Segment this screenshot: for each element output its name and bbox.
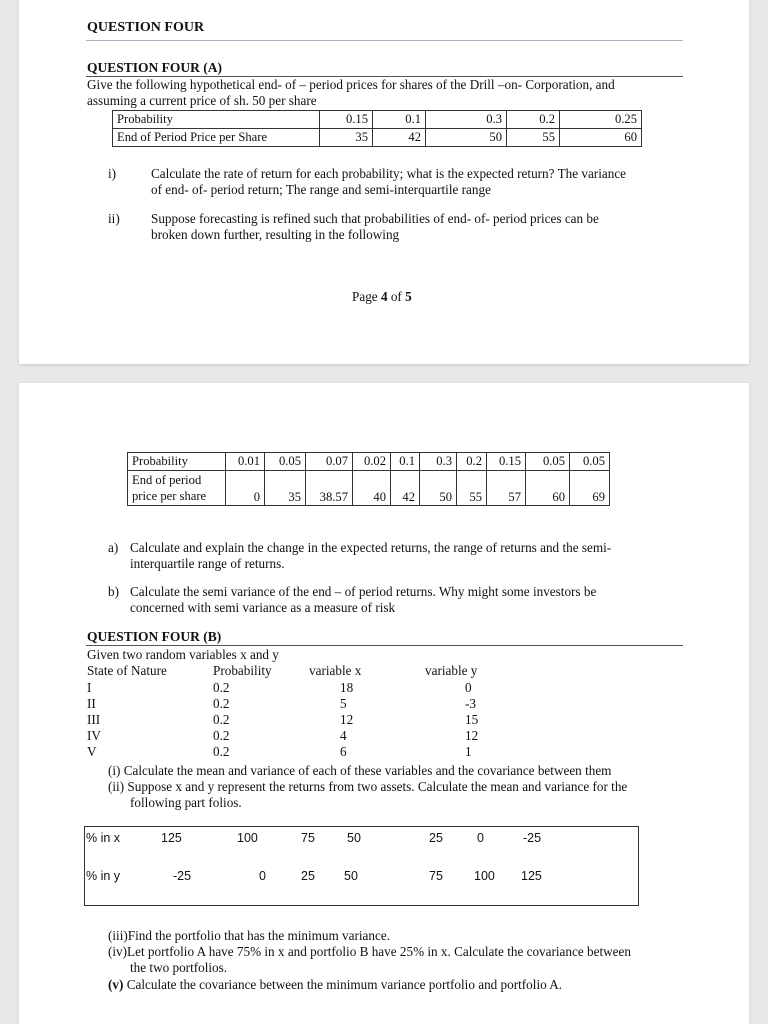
header-probability: Probability	[213, 663, 272, 678]
footer-total-pages: 5	[405, 289, 412, 304]
question-v-text: Calculate the covariance between the minimum variance portfolio and portfolio A.	[123, 977, 563, 992]
table-cell: 38.57	[306, 471, 353, 506]
heading-underline	[86, 40, 683, 41]
price-label-line-2: price per share	[132, 489, 207, 503]
table-cell: 0.1	[373, 111, 426, 129]
state-cell: I	[87, 680, 92, 695]
table-cell: 25	[301, 869, 315, 883]
table-cell: 0.2	[457, 453, 487, 471]
table-cell: 0.05	[526, 453, 570, 471]
table-cell: -25	[173, 869, 192, 883]
table-cell: 50	[426, 129, 507, 147]
x-cell: 4	[340, 728, 347, 743]
table-cell: 75	[301, 831, 315, 845]
item-b-line-2: concerned with semi variance as a measure of risk	[130, 600, 396, 615]
table-cell: 0	[477, 831, 484, 845]
table-cell: 57	[487, 471, 526, 506]
state-cell: II	[87, 696, 96, 711]
state-cell: III	[87, 712, 101, 727]
header-variable-y: variable y	[425, 663, 478, 678]
table-cell: 0	[259, 869, 266, 883]
x-cell: 5	[340, 696, 347, 711]
table-cell: 100	[237, 831, 258, 845]
header-variable-x: variable x	[309, 663, 362, 678]
table-cell: 0.3	[426, 111, 507, 129]
question-heading: QUESTION FOUR	[87, 20, 205, 35]
table-cell: 0	[226, 471, 265, 506]
subheading-b: QUESTION FOUR (B)	[87, 629, 222, 644]
item-b-line-1: Calculate the semi variance of the end – of period returns. Why might some investors be	[130, 584, 597, 599]
refined-price-table	[127, 452, 610, 506]
table-cell: 40	[353, 471, 391, 506]
table-cell: 75	[429, 869, 443, 883]
question-iv-line-1: (iv)Let portfolio A have 75% in x and portfolio B have 25% in x. Calculate the covariance between	[108, 944, 631, 959]
item-marker-ii: ii)	[108, 211, 120, 226]
table-cell: 60	[526, 471, 570, 506]
y-cell: 12	[465, 728, 479, 743]
item-a-line-1: Calculate and explain the change in the expected returns, the range of returns and the semi-	[130, 540, 612, 555]
table-cell: 50	[344, 869, 358, 883]
given-line: Given two random variables x and y	[87, 647, 279, 662]
row-label-price	[128, 471, 226, 506]
table-cell: 0.07	[306, 453, 353, 471]
table-cell: 50	[420, 471, 457, 506]
row-label-probability: Probability	[128, 453, 226, 471]
footer-page-number: 4	[380, 289, 388, 304]
document-page-5	[19, 383, 749, 1024]
table-cell: 0.15	[487, 453, 526, 471]
row-label-price: End of Period Price per Share	[113, 129, 320, 147]
item-marker-i: i)	[108, 166, 117, 181]
table-cell: 0.25	[560, 111, 642, 129]
subheading-a: QUESTION FOUR (A)	[87, 60, 223, 75]
question-i: (i) Calculate the mean and variance of each of these variables and the covariance between them	[108, 763, 612, 778]
intro-line-2: assuming a current price of sh. 50 per share	[87, 93, 317, 108]
header-state: State of Nature	[87, 663, 167, 678]
table-cell: -25	[523, 831, 542, 845]
question-ii-line-2: following part folios.	[130, 795, 242, 810]
table-cell: 125	[521, 869, 542, 883]
table-cell: 0.02	[353, 453, 391, 471]
document-page-4	[19, 0, 749, 364]
x-cell: 18	[340, 680, 354, 695]
state-cell: IV	[87, 728, 101, 743]
subheading-b-rule	[86, 645, 683, 646]
row-label-y: % in y	[86, 869, 121, 883]
table-cell: 69	[570, 471, 610, 506]
table-cell: 42	[391, 471, 420, 506]
table-cell: 0.05	[570, 453, 610, 471]
price-label-line-1: End of period	[132, 473, 202, 487]
footer-of: of	[387, 289, 406, 304]
table-cell: 0.1	[391, 453, 420, 471]
table-row	[113, 111, 642, 129]
price-probability-table	[112, 110, 642, 147]
item-a-line-2: interquartile range of returns.	[130, 556, 285, 571]
table-cell: 50	[347, 831, 361, 845]
item-i-line-2: of end- of- period return; The range and semi-interquartile range	[151, 182, 491, 197]
prob-cell: 0.2	[213, 728, 230, 743]
y-cell: 0	[465, 680, 472, 695]
item-ii-line-2: broken down further, resulting in the following	[151, 227, 400, 242]
question-iv-line-2: the two portfolios.	[130, 960, 228, 975]
y-cell: 15	[465, 712, 479, 727]
table-cell: 0.01	[226, 453, 265, 471]
table-row	[113, 129, 642, 147]
intro-line-1: Give the following hypothetical end- of – period prices for shares of the Drill –on- Corporation, and	[87, 77, 615, 92]
question-iii: (iii)Find the portfolio that has the minimum variance.	[108, 928, 391, 943]
table-cell: 0.15	[320, 111, 373, 129]
portfolio-table	[84, 826, 639, 906]
table-cell: 25	[429, 831, 443, 845]
table-row	[128, 471, 610, 506]
row-label-x: % in x	[86, 831, 121, 845]
question-v	[108, 977, 562, 993]
table-cell: 35	[265, 471, 306, 506]
x-cell: 6	[340, 744, 347, 759]
prob-cell: 0.2	[213, 680, 230, 695]
prob-cell: 0.2	[213, 696, 230, 711]
prob-cell: 0.2	[213, 744, 230, 759]
y-cell: -3	[465, 696, 476, 711]
table-cell: 35	[320, 129, 373, 147]
prob-cell: 0.2	[213, 712, 230, 727]
table-cell: 60	[560, 129, 642, 147]
item-ii-line-1: Suppose forecasting is refined such that probabilities of end- of- period prices can be	[151, 211, 599, 226]
row-label-probability: Probability	[113, 111, 320, 129]
table-cell: 100	[474, 869, 495, 883]
table-cell: 55	[507, 129, 560, 147]
table-cell: 0.2	[507, 111, 560, 129]
question-v-marker: (v)	[108, 977, 124, 992]
state-cell: V	[87, 744, 97, 759]
table-cell: 125	[161, 831, 182, 845]
y-cell: 1	[465, 744, 472, 759]
table-row	[128, 453, 610, 471]
table-cell: 0.05	[265, 453, 306, 471]
item-i-line-1: Calculate the rate of return for each probability; what is the expected return? The variance	[151, 166, 627, 181]
table-cell: 0.3	[420, 453, 457, 471]
table-cell: 42	[373, 129, 426, 147]
item-marker-a: a)	[108, 540, 119, 555]
question-ii-line-1: (ii) Suppose x and y represent the returns from two assets. Calculate the mean and variance for the	[108, 779, 628, 794]
x-cell: 12	[340, 712, 354, 727]
table-cell: 55	[457, 471, 487, 506]
item-marker-b: b)	[108, 584, 119, 599]
page-footer	[352, 289, 412, 305]
footer-prefix: Page	[352, 289, 381, 304]
